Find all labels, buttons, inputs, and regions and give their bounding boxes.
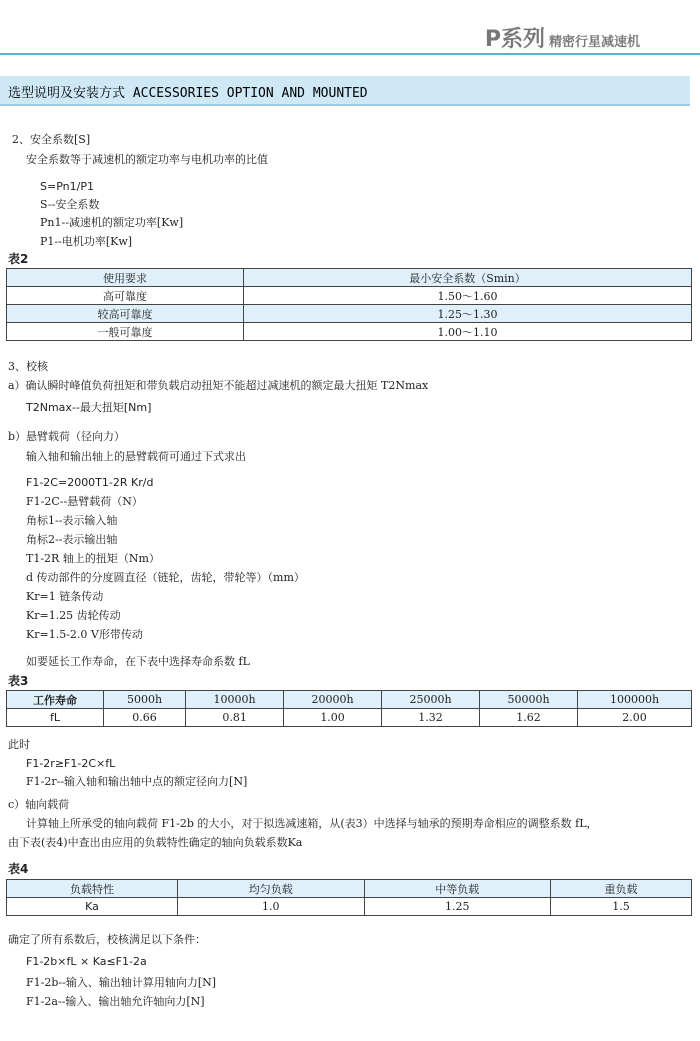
table2 <box>6 268 692 341</box>
c-para: 由下表(表4)中查出由应用的负载特性确定的轴向负载系数Ka <box>8 836 303 849</box>
table3 <box>6 690 692 727</box>
s2-line: S--安全系数 <box>40 198 100 211</box>
table-cell: fL <box>7 709 104 727</box>
final-line: F1-2b×fL × Ka≤F1-2a <box>26 955 147 968</box>
table-header: 负载特性 <box>7 880 178 898</box>
s2-line: Pn1--减速机的额定功率[Kw] <box>40 216 184 229</box>
c-heading: c）轴向载荷 <box>8 798 70 811</box>
table-cell: Ka <box>7 898 178 916</box>
series-subtitle: 精密行星减速机 <box>548 35 640 50</box>
s3-b-line: 角标2--表示输出轴 <box>26 533 118 546</box>
s3-a: a）确认瞬时峰值负荷扭矩和带负载启动扭矩不能超过减速机的额定最大扭矩 T2Nmax <box>8 379 429 392</box>
s2-formula: S=Pn1/P1 <box>40 180 94 193</box>
table3-title: 表3 <box>8 674 29 688</box>
table-row <box>7 880 692 898</box>
table-cell: 1.00～1.10 <box>244 323 692 341</box>
table-header: 重负载 <box>551 880 692 898</box>
table-header: 最小安全系数（Smin） <box>244 269 692 287</box>
table-cell: 1.25 <box>364 898 551 916</box>
table-header: 100000h <box>578 691 692 709</box>
page-header <box>485 22 640 53</box>
s3-b-line: 角标1--表示输入轴 <box>26 514 118 527</box>
table-row <box>7 691 692 709</box>
table-row <box>7 305 692 323</box>
table-cell: 1.62 <box>480 709 578 727</box>
table-header: 均匀负载 <box>178 880 365 898</box>
s2-line: P1--电机功率[Kw] <box>40 235 133 248</box>
s3-b: b）悬臂载荷（径向力） <box>8 430 126 443</box>
table-row <box>7 323 692 341</box>
s3-b-line: Kr=1 链条传动 <box>26 590 104 603</box>
s3-b-line: Kr=1.25 齿轮传动 <box>26 609 121 622</box>
s3-b-note: 如要延长工作寿命，在下表中选择寿命系数 fL <box>26 655 250 668</box>
s3-b-line: T1-2R 轴上的扭矩（Nm） <box>26 552 160 565</box>
table-header: 50000h <box>480 691 578 709</box>
section-title: 选型说明及安装方式 ACCESSORIES OPTION AND MOUNTED <box>8 86 368 101</box>
table4-title: 表4 <box>8 862 29 876</box>
table-cell: 1.0 <box>178 898 365 916</box>
after3-line: F1-2r≥F1-2C×fL <box>26 757 116 770</box>
table-header: 使用要求 <box>7 269 244 287</box>
s2-heading: 2、安全系数[S] <box>12 133 91 146</box>
final-line: F1-2b--输入、输出轴计算用轴向力[N] <box>26 976 217 989</box>
table-cell: 1.32 <box>382 709 480 727</box>
table4 <box>6 879 692 916</box>
s3-b-line: F1-2C--悬臂载荷（N） <box>26 495 143 508</box>
c-para: 计算轴上所承受的轴向载荷 F1-2b 的大小，对于拟选减速箱，从(表3）中选择与轴承的预期寿命相应的调整系数 fL， <box>26 817 598 830</box>
s3-b-line: Kr=1.5-2.0 V形带传动 <box>26 628 143 641</box>
table-row <box>7 287 692 305</box>
after3-line: 此时 <box>8 738 30 751</box>
table-row <box>7 709 692 727</box>
table-row <box>7 269 692 287</box>
table-cell: 高可靠度 <box>7 287 244 305</box>
table-cell: 2.00 <box>578 709 692 727</box>
table-header: 20000h <box>284 691 382 709</box>
final-line: 确定了所有系数后，校核满足以下条件： <box>8 933 206 946</box>
table-cell: 1.00 <box>284 709 382 727</box>
series-title: P系列 <box>484 27 545 52</box>
table-header: 25000h <box>382 691 480 709</box>
s2-desc: 安全系数等于减速机的额定功率与电机功率的比值 <box>26 153 268 166</box>
table-header: 工作寿命 <box>7 691 104 709</box>
table-row <box>7 898 692 916</box>
table-cell: 0.81 <box>186 709 284 727</box>
section-band <box>0 76 690 106</box>
table-cell: 较高可靠度 <box>7 305 244 323</box>
table-cell: 1.5 <box>551 898 692 916</box>
table2-title: 表2 <box>8 252 29 266</box>
final-line: F1-2a--输入、输出轴允许轴向力[N] <box>26 995 205 1008</box>
s3-heading: 3、校核 <box>8 360 48 373</box>
table-header: 中等负载 <box>364 880 551 898</box>
table-header: 5000h <box>104 691 186 709</box>
table-cell: 1.25～1.30 <box>244 305 692 323</box>
table-cell: 0.66 <box>104 709 186 727</box>
table-header: 10000h <box>186 691 284 709</box>
s3-b-line: d 传动部件的分度圆直径（链轮，齿轮，带轮等）（mm） <box>26 571 305 584</box>
after3-line: F1-2r--输入轴和输出轴中点的额定径向力[N] <box>26 775 248 788</box>
s3-b-desc: 输入轴和输出轴上的悬臂载荷可通过下式求出 <box>26 450 246 463</box>
table-cell: 1.50～1.60 <box>244 287 692 305</box>
s3-b-formula: F1-2C=2000T1-2R Kr/d <box>26 476 154 489</box>
s3-a1: T2Nmax--最大扭矩[Nm] <box>26 401 152 414</box>
table-cell: 一般可靠度 <box>7 323 244 341</box>
header-rule <box>0 53 700 55</box>
